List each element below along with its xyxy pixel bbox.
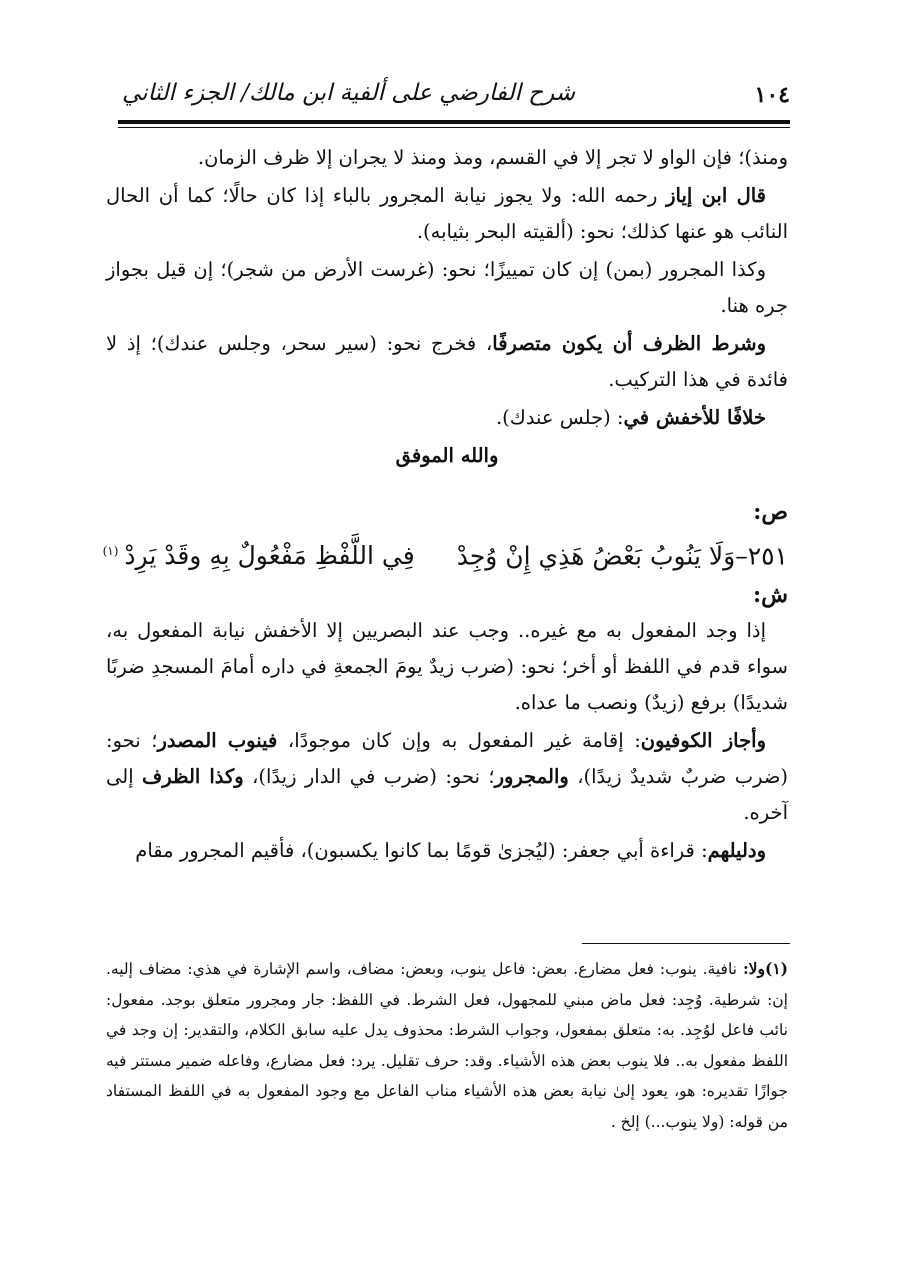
paragraph-8-lead: ودليلهم [707, 839, 766, 863]
verse-footnote-marker: (١) [102, 544, 119, 558]
paragraph-5-lead: خلافًا للأخفش في [623, 406, 766, 429]
paragraph-1: ومنذ)؛ فإن الواو لا تجر إلا في القسم، ومذ ومنذ لا يجران إلا ظرف الزمان. [197, 146, 788, 169]
verse-hemistich-2: فِي اللَّفْظِ مَفْعُولٌ بِهِ وقَدْ يَرِدْ [124, 541, 415, 571]
paragraph-4 [106, 326, 788, 398]
closing-phrase: والله الموفق [395, 444, 499, 467]
paragraph-2-lead: قال ابن إياز [666, 184, 766, 207]
paragraph-7 [106, 723, 788, 831]
paragraph-7-term-masdar: فينوب المصدر [157, 729, 278, 753]
paragraph-4-text: ، فخرج نحو: (سير سحر، وجلس عندك)؛ إذ لا فائدة في هذا التركيب. [106, 332, 788, 391]
paragraph-7-text-2: ؛ نحو: (ضرب ضربٌ شديدٌ زيدًا)، [106, 729, 788, 789]
paragraph-8 [106, 833, 788, 869]
paragraph-6: إذا وجد المفعول به مع غيره.. وجب عند البصريين إلا الأخفش نيابة المفعول به، سواء قدم في اللفظ أو أخر؛ نحو: (ضرب زيدٌ يومَ الجمعةِ في داره أمامَ المسجدِ ضربًا شديدًا) برفع (زيدٌ) ونصب ما عداه. [106, 619, 788, 715]
footnote-separator [582, 943, 790, 944]
header-rule-thick [118, 120, 790, 124]
paragraph-3: وكذا المجرور (بمن) إن كان تمييزًا؛ نحو: (غرست الأرض من شجر)؛ إن قيل بجواز جره هنا. [106, 258, 788, 317]
running-title: شرح الفارضي على ألفية ابن مالك/ الجزء الثاني [122, 80, 576, 106]
paragraph-5-text: : (جلس عندك). [495, 406, 624, 429]
paragraph-7-text-3: ؛ نحو: (ضرب في الدار زيدًا)، [243, 765, 495, 789]
page-header [118, 78, 790, 114]
paragraph-8-text: : قراءة أبي جعفر: (ليُجزىٰ قومًا بما كانوا يكسبون)، فأقيم المجرور مقام [135, 839, 708, 863]
main-text [102, 140, 788, 869]
shin-label: ش: [753, 582, 788, 609]
page-number: ١٠٤ [754, 82, 790, 108]
footnote-1 [106, 954, 788, 1137]
paragraph-5 [106, 400, 788, 436]
paragraph-7-text-1: : إقامة غير المفعول به وإن كان موجودًا، [277, 729, 641, 753]
paragraph-4-lead: وشرط الظرف أن يكون متصرفًا [492, 332, 766, 355]
verse-hemistich-1: وَلَا يَنُوبُ بَعْضُ هَذِي إِنْ وُجِدْ [456, 541, 736, 571]
footnote-1-marker: (١)ولا: [742, 959, 788, 978]
paragraph-7-text-4: إلى آخره. [106, 765, 788, 825]
verse-line: ٢٥١–وَلَا يَنُوبُ بَعْضُ هَذِي إِنْ وُجِدْفِي اللَّفْظِ مَفْعُولٌ بِهِ وقَدْ يَرِدْ$^{(١)}$ [102, 541, 788, 571]
paragraph-7-lead: وأجاز الكوفيون [640, 729, 766, 753]
paragraph-7-term-majrur: والمجرور [494, 765, 569, 789]
header-rule-thin [118, 127, 790, 128]
footnote [106, 954, 788, 1137]
paragraph-7-term-zarf: وكذا الظرف [142, 765, 244, 789]
footnote-1-text: نافية. ينوب: فعل مضارع. بعض: فاعل ينوب، وبعض: مضاف، واسم الإشارة في هذي: مضاف إليه. إن: شرطية. وُجِد: فعل ماض مبني للمجهول، فعل الشرط. في اللفظ: جار ومجرور متعلق بوجد. مفعول: نائب فاعل لوُجِد. به: متعلق بمفعول، وجواب الشرط: محذوف يدل عليه سابق الكلام، والتقدير: إن وجد في اللفظ مفعول به.. فلا ينوب بعض هذه الأشياء. وقد: حرف تقليل. يرد: فعل مضارع، وفاعله ضمير مستتر فيه جوازًا تقديره: هو، يعود إلىٰ نيابة بعض هذه الأشياء مناب الفاعل مع وجود المفعول به في اللفظ المستفاد من قوله: (ولا ينوب...) إلخ . [106, 960, 788, 1131]
sad-label: ص: [753, 499, 788, 525]
verse-number: ٢٥١ [747, 541, 788, 571]
paragraph-2-text: رحمه الله: ولا يجوز نيابة المجرور بالباء إذا كان حالًا؛ كما أن الحال النائب هو عنها كذلك؛ نحو: (ألقيته البحر بثيابه). [106, 184, 788, 243]
paragraph-2 [106, 178, 788, 250]
